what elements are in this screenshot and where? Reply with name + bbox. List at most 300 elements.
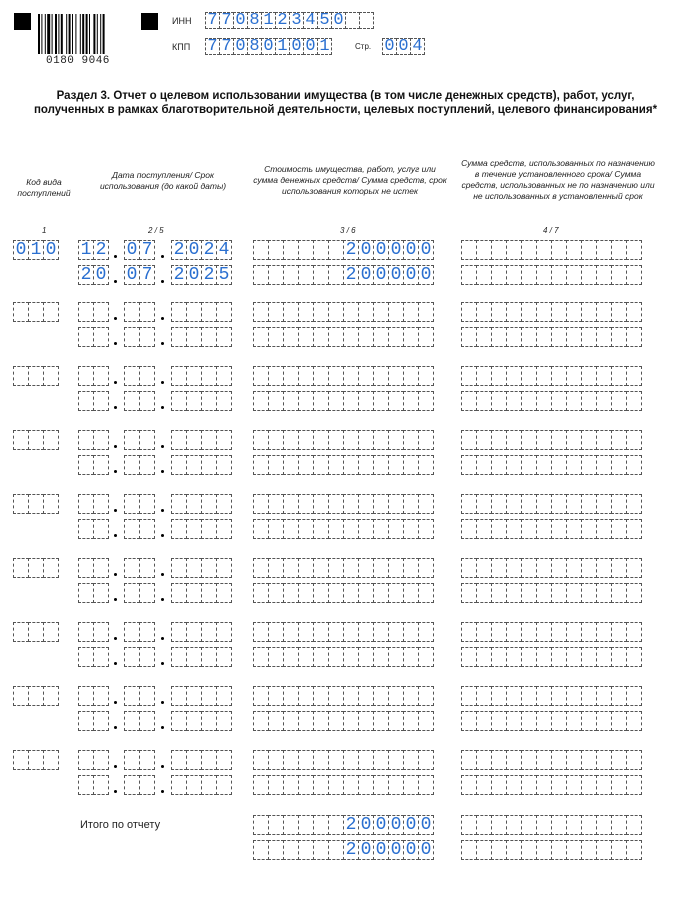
misused-field[interactable] — [461, 775, 641, 795]
receipt-date-month-cell — [124, 750, 140, 770]
amount-unexpired-field-cell — [268, 265, 284, 285]
date-separator-dot — [161, 470, 164, 473]
date-separator-dot — [161, 317, 164, 320]
receipt-date-month[interactable] — [124, 558, 154, 578]
code-field-cell: 1 — [28, 240, 44, 260]
amount-unexpired-field-cell — [298, 455, 314, 475]
use-until-date-month[interactable] — [124, 647, 154, 667]
amount-unexpired-field-cell — [313, 711, 329, 731]
misused-field[interactable] — [461, 583, 641, 603]
use-until-date-month-cell — [139, 711, 155, 731]
amount-unexpired-field-cell: 0 — [418, 265, 434, 285]
total-amount-field-cell — [283, 815, 299, 835]
use-until-date-year[interactable] — [171, 391, 231, 411]
used-field-cell — [551, 430, 567, 450]
use-until-date-day[interactable] — [78, 519, 108, 539]
amount-field[interactable] — [253, 366, 433, 386]
use-until-date-day[interactable] — [78, 327, 108, 347]
used-field-cell — [461, 240, 477, 260]
misused-field[interactable] — [461, 327, 641, 347]
amount-field-cell — [358, 750, 374, 770]
misused-field-cell — [536, 711, 552, 731]
total-amount-field-cell — [253, 815, 269, 835]
code-field[interactable] — [13, 622, 58, 642]
receipt-date-year-cell — [201, 366, 217, 386]
receipt-date-day-cell — [93, 750, 109, 770]
misused-field[interactable] — [461, 711, 641, 731]
used-field[interactable] — [461, 366, 641, 386]
receipt-date-month[interactable] — [124, 622, 154, 642]
amount-field-cell — [313, 430, 329, 450]
misused-field-cell — [551, 455, 567, 475]
misused-field-cell — [596, 775, 612, 795]
amount-unexpired-field-cell — [388, 391, 404, 411]
use-until-date-year-cell — [171, 327, 187, 347]
used-field[interactable] — [461, 558, 641, 578]
use-until-date-month-cell — [139, 327, 155, 347]
used-field-cell — [566, 302, 582, 322]
receipt-date-year-cell — [171, 622, 187, 642]
amount-unexpired-field-cell — [418, 327, 434, 347]
misused-field-cell — [521, 391, 537, 411]
misused-field-cell — [581, 775, 597, 795]
amount-field[interactable] — [253, 430, 433, 450]
receipt-date-year-cell — [201, 302, 217, 322]
use-until-date-year[interactable] — [171, 647, 231, 667]
misused-field-cell — [536, 327, 552, 347]
use-until-date-month[interactable] — [124, 519, 154, 539]
amount-unexpired-field-cell — [313, 519, 329, 539]
amount-field-cell — [403, 366, 419, 386]
amount-field-cell — [358, 302, 374, 322]
used-field-cell — [491, 366, 507, 386]
misused-field-cell — [521, 711, 537, 731]
amount-field-cell — [313, 302, 329, 322]
misused-field[interactable] — [461, 647, 641, 667]
inn-digit-cell: 7 — [205, 12, 220, 29]
col-number-2: 2 / 5 — [148, 226, 164, 235]
amount-field-cell — [358, 366, 374, 386]
code-field-cell — [28, 302, 44, 322]
use-until-date-day-cell: 2 — [78, 265, 94, 285]
receipt-date-year[interactable] — [171, 366, 231, 386]
amount-unexpired-field[interactable] — [253, 647, 433, 667]
amount-unexpired-field[interactable] — [253, 711, 433, 731]
misused-field[interactable] — [461, 265, 641, 285]
receipt-date-day[interactable] — [78, 750, 108, 770]
amount-unexpired-field-cell — [358, 519, 374, 539]
receipt-date-day-cell — [78, 494, 94, 514]
col-header-date: Дата поступления/ Срок использования (до какой даты) — [99, 170, 227, 191]
date-separator-dot — [114, 342, 117, 345]
amount-field-cell — [298, 622, 314, 642]
amount-field-cell — [268, 750, 284, 770]
receipt-date-day[interactable] — [78, 558, 108, 578]
code-field-cell: 0 — [13, 240, 29, 260]
code-field[interactable] — [13, 430, 58, 450]
amount-unexpired-field-cell — [313, 583, 329, 603]
amount-unexpired-field-cell: 0 — [373, 265, 389, 285]
receipt-date-month[interactable] — [124, 302, 154, 322]
used-field-cell — [551, 302, 567, 322]
receipt-date-day[interactable] — [78, 494, 108, 514]
use-until-date-year-cell — [201, 711, 217, 731]
total-amount-field-cell: 0 — [418, 815, 434, 835]
used-field[interactable] — [461, 302, 641, 322]
amount-field-cell — [313, 494, 329, 514]
misused-field-cell — [566, 519, 582, 539]
use-until-date-year-cell — [171, 455, 187, 475]
use-until-date-year-cell — [216, 711, 232, 731]
total-misused-field-cell — [521, 840, 537, 860]
misused-field[interactable] — [461, 519, 641, 539]
used-field-cell — [596, 558, 612, 578]
code-field[interactable] — [13, 750, 58, 770]
section-title: Раздел 3. Отчет о целевом использовании имущества (в том числе денежных средств), работ, услуг, полученных в рамках благотворительной деятельности, целевых поступлений, целевого финансирования* — [33, 90, 658, 116]
receipt-date-year[interactable] — [171, 686, 231, 706]
use-until-date-day-cell — [93, 583, 109, 603]
code-field-cell — [28, 366, 44, 386]
misused-field[interactable] — [461, 455, 641, 475]
amount-field[interactable] — [253, 558, 433, 578]
total-used-field[interactable] — [461, 815, 641, 835]
amount-field[interactable] — [253, 494, 433, 514]
date-separator-dot — [161, 280, 164, 283]
misused-field-cell — [566, 647, 582, 667]
used-field-cell — [476, 622, 492, 642]
total-used-field-cell — [626, 815, 642, 835]
page-digit-cell: 0 — [396, 38, 411, 55]
receipt-date-day[interactable] — [78, 302, 108, 322]
page-number-field[interactable] — [382, 38, 424, 55]
receipt-date-day[interactable] — [78, 240, 108, 260]
use-until-date-year[interactable] — [171, 583, 231, 603]
use-until-date-year-cell — [216, 775, 232, 795]
receipt-date-month-cell — [124, 494, 140, 514]
use-until-date-month[interactable] — [124, 327, 154, 347]
amount-field-cell — [313, 558, 329, 578]
misused-field-cell — [506, 455, 522, 475]
misused-field-cell — [521, 775, 537, 795]
misused-field-cell — [611, 519, 627, 539]
used-field-cell — [566, 366, 582, 386]
misused-field-cell — [461, 455, 477, 475]
code-field[interactable] — [13, 240, 58, 260]
misused-field-cell — [611, 327, 627, 347]
use-until-date-year[interactable] — [171, 327, 231, 347]
amount-unexpired-field-cell: 2 — [343, 265, 359, 285]
use-until-date-year[interactable] — [171, 265, 231, 285]
use-until-date-month[interactable] — [124, 391, 154, 411]
amount-field[interactable] — [253, 750, 433, 770]
amount-unexpired-field-cell — [388, 327, 404, 347]
receipt-date-year[interactable] — [171, 494, 231, 514]
misused-field-cell — [506, 391, 522, 411]
receipt-date-month[interactable] — [124, 494, 154, 514]
use-until-date-day[interactable] — [78, 391, 108, 411]
receipt-date-month[interactable] — [124, 366, 154, 386]
used-field-cell — [566, 686, 582, 706]
amount-field[interactable] — [253, 240, 433, 260]
receipt-date-month[interactable] — [124, 686, 154, 706]
use-until-date-year-cell — [186, 327, 202, 347]
amount-field-cell — [283, 430, 299, 450]
use-until-date-year-cell — [216, 583, 232, 603]
used-field-cell — [491, 240, 507, 260]
misused-field-cell — [581, 647, 597, 667]
total-misused-field[interactable] — [461, 840, 641, 860]
total-used-field-cell — [611, 815, 627, 835]
receipt-date-month[interactable] — [124, 240, 154, 260]
amount-unexpired-field-cell — [373, 775, 389, 795]
used-field-cell — [506, 622, 522, 642]
use-until-date-year-cell — [171, 391, 187, 411]
use-until-date-month-cell — [124, 711, 140, 731]
misused-field-cell — [551, 265, 567, 285]
use-until-date-day[interactable] — [78, 583, 108, 603]
amount-field-cell — [328, 430, 344, 450]
code-field[interactable] — [13, 366, 58, 386]
used-field-cell — [626, 494, 642, 514]
use-until-date-day[interactable] — [78, 711, 108, 731]
used-field-cell — [461, 494, 477, 514]
amount-field-cell — [373, 494, 389, 514]
amount-field-cell — [253, 302, 269, 322]
use-until-date-day[interactable] — [78, 647, 108, 667]
inn-field[interactable] — [205, 12, 373, 29]
use-until-date-day[interactable] — [78, 455, 108, 475]
amount-unexpired-field[interactable] — [253, 455, 433, 475]
used-field-cell — [506, 430, 522, 450]
total-used-field-cell — [581, 815, 597, 835]
receipt-date-day[interactable] — [78, 366, 108, 386]
total-misused-field-cell — [461, 840, 477, 860]
use-until-date-month[interactable] — [124, 775, 154, 795]
used-field-cell — [581, 366, 597, 386]
total-amount-unexpired-field[interactable] — [253, 840, 433, 860]
receipt-date-year-cell — [201, 558, 217, 578]
code-field-cell — [28, 686, 44, 706]
col-number-4: 4 / 7 — [543, 226, 559, 235]
use-until-date-day[interactable] — [78, 775, 108, 795]
amount-unexpired-field-cell — [373, 647, 389, 667]
receipt-date-year-cell — [216, 686, 232, 706]
amount-unexpired-field[interactable] — [253, 265, 433, 285]
misused-field-cell — [521, 265, 537, 285]
misused-field-cell — [596, 327, 612, 347]
amount-unexpired-field-cell — [328, 711, 344, 731]
amount-field-cell — [358, 686, 374, 706]
used-field-cell — [461, 558, 477, 578]
amount-field[interactable] — [253, 686, 433, 706]
amount-unexpired-field[interactable] — [253, 775, 433, 795]
used-field-cell — [626, 622, 642, 642]
amount-unexpired-field-cell: 0 — [358, 265, 374, 285]
used-field[interactable] — [461, 240, 641, 260]
misused-field[interactable] — [461, 391, 641, 411]
amount-field-cell — [418, 366, 434, 386]
code-field[interactable] — [13, 302, 58, 322]
use-until-date-month-cell — [139, 647, 155, 667]
receipt-date-day[interactable] — [78, 430, 108, 450]
used-field[interactable] — [461, 430, 641, 450]
used-field-cell — [521, 750, 537, 770]
receipt-date-year-cell — [201, 686, 217, 706]
used-field[interactable] — [461, 750, 641, 770]
code-field[interactable] — [13, 558, 58, 578]
use-until-date-month[interactable] — [124, 583, 154, 603]
date-separator-dot — [114, 701, 117, 704]
use-until-date-year-cell — [201, 327, 217, 347]
total-amount-unexpired-field-cell — [328, 840, 344, 860]
amount-unexpired-field-cell — [403, 775, 419, 795]
used-field-cell — [596, 494, 612, 514]
misused-field-cell — [461, 711, 477, 731]
inn-digit-cell: 3 — [289, 12, 304, 29]
inn-digit-cell: 4 — [303, 12, 318, 29]
used-field-cell — [461, 302, 477, 322]
receipt-date-month-cell — [139, 302, 155, 322]
amount-unexpired-field-cell — [313, 775, 329, 795]
receipt-date-month-cell — [124, 686, 140, 706]
use-until-date-year[interactable] — [171, 711, 231, 731]
receipt-date-month-cell — [139, 686, 155, 706]
misused-field-cell — [596, 455, 612, 475]
used-field-cell — [566, 622, 582, 642]
misused-field-cell — [581, 455, 597, 475]
receipt-date-day-cell — [93, 558, 109, 578]
date-separator-dot — [114, 637, 117, 640]
receipt-date-month[interactable] — [124, 430, 154, 450]
used-field-cell — [491, 430, 507, 450]
used-field-cell — [611, 494, 627, 514]
receipt-date-year[interactable] — [171, 240, 231, 260]
used-field-cell — [596, 240, 612, 260]
amount-unexpired-field[interactable] — [253, 583, 433, 603]
amount-field-cell — [328, 240, 344, 260]
code-field-cell: 0 — [43, 240, 59, 260]
use-until-date-month-cell — [124, 455, 140, 475]
misused-field-cell — [626, 711, 642, 731]
total-misused-field-cell — [596, 840, 612, 860]
code-field[interactable] — [13, 494, 58, 514]
total-amount-field[interactable] — [253, 815, 433, 835]
amount-field-cell — [253, 240, 269, 260]
receipt-date-month-cell — [139, 622, 155, 642]
use-until-date-day[interactable] — [78, 265, 108, 285]
used-field[interactable] — [461, 686, 641, 706]
code-field[interactable] — [13, 686, 58, 706]
misused-field-cell — [476, 391, 492, 411]
receipt-date-day-cell: 1 — [78, 240, 94, 260]
use-until-date-year[interactable] — [171, 519, 231, 539]
amount-field-cell — [328, 558, 344, 578]
used-field-cell — [581, 430, 597, 450]
amount-unexpired-field[interactable] — [253, 391, 433, 411]
total-amount-unexpired-field-cell: 0 — [403, 840, 419, 860]
amount-field-cell: 0 — [418, 240, 434, 260]
amount-field[interactable] — [253, 302, 433, 322]
use-until-date-day-cell — [78, 583, 94, 603]
amount-unexpired-field-cell — [328, 327, 344, 347]
receipt-date-year[interactable] — [171, 430, 231, 450]
date-separator-dot — [114, 317, 117, 320]
amount-unexpired-field[interactable] — [253, 519, 433, 539]
receipt-date-year-cell — [201, 494, 217, 514]
misused-field-cell — [551, 391, 567, 411]
use-until-date-year[interactable] — [171, 775, 231, 795]
amount-unexpired-field-cell — [373, 711, 389, 731]
amount-unexpired-field-cell — [403, 391, 419, 411]
total-label: Итого по отчету — [80, 819, 161, 831]
amount-unexpired-field[interactable] — [253, 327, 433, 347]
receipt-date-year[interactable] — [171, 750, 231, 770]
used-field-cell — [506, 302, 522, 322]
used-field-cell — [611, 750, 627, 770]
receipt-date-month-cell — [124, 302, 140, 322]
amount-unexpired-field-cell — [373, 327, 389, 347]
used-field-cell — [536, 366, 552, 386]
used-field-cell — [536, 240, 552, 260]
receipt-date-year[interactable] — [171, 558, 231, 578]
amount-unexpired-field-cell — [253, 265, 269, 285]
receipt-date-year[interactable] — [171, 302, 231, 322]
total-amount-unexpired-field-cell: 0 — [388, 840, 404, 860]
kpp-field[interactable] — [205, 38, 331, 55]
misused-field-cell — [611, 391, 627, 411]
use-until-date-year[interactable] — [171, 455, 231, 475]
use-until-date-year-cell — [216, 391, 232, 411]
inn-digit-cell: 0 — [331, 12, 346, 29]
receipt-date-day[interactable] — [78, 686, 108, 706]
misused-field-cell — [566, 391, 582, 411]
misused-field-cell — [626, 391, 642, 411]
code-field-cell — [28, 622, 44, 642]
receipt-date-month[interactable] — [124, 750, 154, 770]
date-separator-dot — [161, 790, 164, 793]
used-field-cell — [521, 622, 537, 642]
amount-field-cell — [298, 686, 314, 706]
total-amount-field-cell: 2 — [343, 815, 359, 835]
use-until-date-month[interactable] — [124, 711, 154, 731]
amount-field-cell — [418, 558, 434, 578]
amount-unexpired-field-cell — [373, 583, 389, 603]
amount-field[interactable] — [253, 622, 433, 642]
use-until-date-month[interactable] — [124, 455, 154, 475]
use-until-date-year-cell — [201, 647, 217, 667]
code-field-cell — [13, 302, 29, 322]
kpp-digit-cell: 8 — [247, 38, 262, 55]
date-separator-dot — [161, 509, 164, 512]
use-until-date-year-cell — [216, 519, 232, 539]
misused-field-cell — [476, 775, 492, 795]
kpp-digit-cell: 0 — [261, 38, 276, 55]
use-until-date-month[interactable] — [124, 265, 154, 285]
misused-field-cell — [476, 519, 492, 539]
total-misused-field-cell — [566, 840, 582, 860]
used-field[interactable] — [461, 494, 641, 514]
receipt-date-day[interactable] — [78, 622, 108, 642]
amount-field-cell — [283, 750, 299, 770]
receipt-date-day-cell — [93, 366, 109, 386]
receipt-date-year[interactable] — [171, 622, 231, 642]
used-field-cell — [491, 686, 507, 706]
use-until-date-month-cell: 7 — [139, 265, 155, 285]
inn-digit-cell — [345, 12, 360, 29]
used-field[interactable] — [461, 622, 641, 642]
amount-field-cell: 0 — [358, 240, 374, 260]
receipt-date-year-cell — [216, 366, 232, 386]
